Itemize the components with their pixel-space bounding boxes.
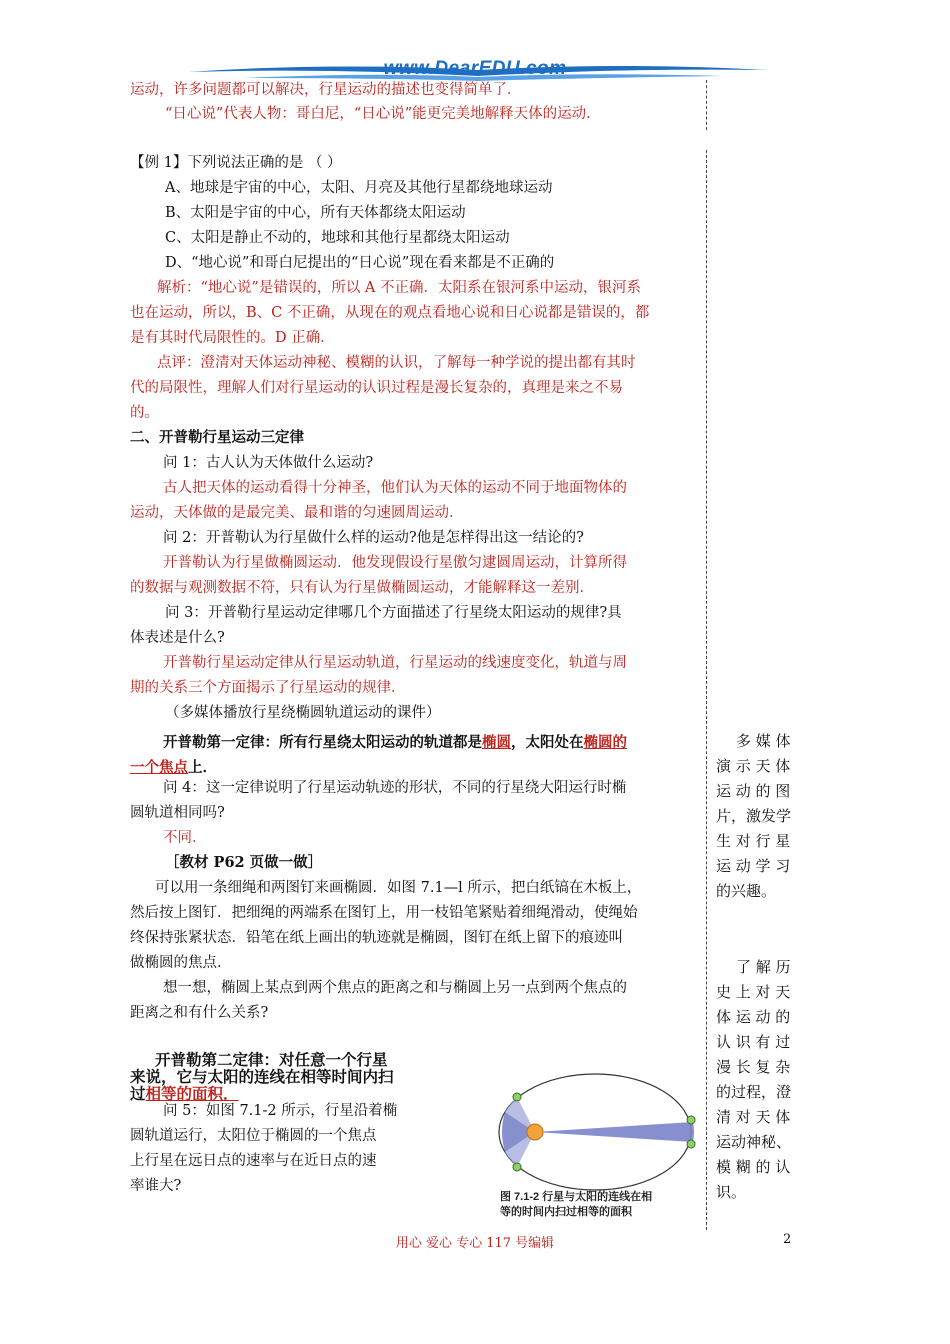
- sidebar-note-line: 运 动 的 图: [716, 782, 791, 800]
- planet-icon: [687, 1116, 695, 1124]
- text-line: D、“地心说”和哥白尼提出的“日心说”现在看来都是不正确的: [165, 255, 555, 271]
- text-line: 的数据与观测数据不符，只有认为行星做椭圆运动，才能解释这一差别．: [130, 580, 594, 596]
- text-line: 代的局限性，理解人们对行星运动的认识过程是漫长复杂的，真理是来之不易: [130, 380, 623, 396]
- sidebar-note-line: 史 上 对 天: [716, 983, 791, 1001]
- sidebar-note-line: 认 识 有 过: [716, 1033, 791, 1051]
- swept-area-far: [535, 1122, 694, 1142]
- column-divider: [706, 80, 707, 130]
- text-line: “日心说”代表人物：哥白尼，“日心说”能更完美地解释天体的运动．: [165, 106, 601, 122]
- text-line: 终保持张紧状态．铅笔在纸上画出的轨迹就是椭圆，图钉在纸上留下的痕迹叫: [130, 930, 623, 946]
- text-line: 二、开普勒行星运动三定律: [130, 429, 304, 446]
- text-line: 运动，天体做的是最完美、最和谐的匀速圆周运动．: [130, 505, 464, 521]
- law1-term-focus-a: 椭圆的: [583, 734, 627, 751]
- text-line: 开普勒行星运动定律从行星运动轨道，行星运动的线速度变化，轨道与周: [163, 655, 627, 671]
- sidebar-note-line: 运 动 学 习: [716, 857, 791, 875]
- law1-term-focus-b: 一个焦点: [130, 759, 188, 776]
- text-line: 体表述是什么?: [130, 630, 225, 646]
- text-line: 问 3：开普勒行星运动定律哪几个方面描述了行星绕太阳运动的规律?具: [165, 605, 622, 621]
- sidebar-note-line: 漫 长 复 杂: [716, 1058, 791, 1076]
- text-line: （多媒体播放行星绕椭圆轨道运动的课件）: [165, 705, 441, 721]
- text-line: 是有其时代局限性的。D 正确．: [130, 330, 335, 346]
- page-footer: 用心 爱心 专心 117 号编辑: [395, 1236, 555, 1251]
- text-line: 问 2：开普勒认为行星做什么样的运动?他是怎样得出这一结论的?: [163, 530, 584, 546]
- column-divider: [706, 150, 707, 1230]
- text-line: 做椭圆的焦点．: [130, 955, 232, 971]
- sidebar-note-line: 的兴趣。: [716, 882, 777, 900]
- text-line: 问 1：古人认为天体做什么运动?: [163, 455, 374, 471]
- text-line: B、太阳是宇宙的中心，所有天体都绕太阳运动: [165, 205, 466, 221]
- law2-term-equal-area: 相等的面积．: [145, 1084, 239, 1103]
- law1-term-ellipse: 椭圆: [482, 734, 511, 751]
- sidebar-note-line: 清 对 天 体: [716, 1108, 791, 1126]
- sidebar-note-line: 运动神秘、: [716, 1133, 792, 1151]
- figure-caption: 图 7.1-2 行星与太阳的连线在相 等的时间内扫过相等的面积: [500, 1191, 653, 1218]
- text-line: 可以用一条细绳和两图钉来画椭圆．如图 7.1—l 所示，把白纸镐在木板上，: [155, 880, 642, 896]
- page-number: 2: [783, 1232, 792, 1247]
- kepler-first-law-cont: 一个焦点上．: [130, 759, 217, 776]
- text-line: ［教材 P62 页做一做］: [165, 854, 323, 871]
- sidebar-note-line: 识。: [716, 1183, 747, 1201]
- text-line: 期的关系三个方面揭示了行星运动的规律．: [130, 680, 406, 696]
- sidebar-note-multimedia: [716, 729, 798, 904]
- sidebar-note-line: 的过程，澄: [716, 1083, 792, 1101]
- text-line: 古人把天体的运动看得十分神圣，他们认为天体的运动不同于地面物体的: [163, 480, 627, 496]
- text-line: A、地球是宇宙的中心，太阳、月亮及其他行星都绕地球运动: [165, 180, 553, 196]
- sidebar-note-line: 模 糊 的 认: [716, 1158, 791, 1176]
- kepler-second-law: 开普勒第二定律：对任意一个行星: [155, 1050, 388, 1069]
- kepler-second-law-cont: 来说，它与太阳的连线在相等时间内扫: [130, 1067, 394, 1086]
- planet-icon: [687, 1140, 695, 1148]
- text-line: C、太阳是静止不动的，地球和其他行星都绕太阳运动: [165, 230, 510, 246]
- kepler-second-law-end: 过相等的面积．: [130, 1084, 239, 1103]
- text-line: 距离之和有什么关系?: [130, 1005, 269, 1021]
- text-line: 圆轨道运行，太阳位于椭圆的一个焦点: [130, 1128, 377, 1144]
- text-line: 的。: [130, 405, 159, 421]
- planet-icon: [513, 1163, 521, 1171]
- text-line: 上行星在远日点的速率与在近日点的速: [130, 1153, 377, 1169]
- planet-icon: [513, 1093, 521, 1101]
- kepler-first-law: 开普勒第一定律：所有行星绕太阳运动的轨道都是椭圆，太阳处在椭圆的: [163, 734, 627, 751]
- text-line: 点评：澄清对天体运动神秘、模糊的认识，了解每一种学说的提出都有其时: [157, 355, 636, 371]
- text-line: 率谁大?: [130, 1178, 182, 1194]
- sun-icon: [527, 1124, 543, 1140]
- text-line: 想一想，椭圆上某点到两个焦点的距离之和与椭圆上另一点到两个焦点的: [163, 980, 627, 996]
- text-line: 问 5：如图 7.1-2 所示，行星沿着椭: [163, 1103, 398, 1119]
- sidebar-note-line: 多 媒 体: [736, 732, 791, 750]
- sidebar-note-line: 生 对 行 星: [716, 832, 791, 850]
- text-line: 也在运动，所以，B、C 不正确，从现在的观点看地心说和日心说都是错误的，都: [130, 305, 650, 321]
- sidebar-note-line: 了 解 历: [736, 958, 791, 976]
- text-line: 开普勒认为行星做椭圆运动．他发现假设行星傲匀逮圆周运动，计算所得: [163, 555, 627, 571]
- sidebar-note-line: 体 运 动 的: [716, 1008, 791, 1026]
- text-line: 解析：“地心说”是错误的，所以 A 不正确．太阳系在银河系中运动，银河系: [157, 280, 642, 296]
- site-logo: www.DearEDU.com: [383, 58, 567, 79]
- sidebar-note-history: [716, 955, 798, 1205]
- sidebar-note-line: 片，激发学: [716, 807, 792, 825]
- text-line: 不同．: [163, 830, 207, 846]
- sidebar-note-line: 演 示 天 体: [716, 757, 791, 775]
- text-line: 问 4：这一定律说明了行星运动轨迹的形状，不同的行星绕大阳运行时椭: [163, 780, 627, 796]
- text-line: 运动，许多问题都可以解决，行星运动的描述也变得简单了．: [130, 82, 522, 98]
- text-line: 【例 1】下列说法正确的是 （ ）: [130, 155, 342, 171]
- text-line: 圆轨道相同吗?: [130, 805, 225, 821]
- text-line: 然后按上图钉．把细绳的两端系在图钉上，用一枝铅笔紧贴着细绳滑动，使绳始: [130, 905, 638, 921]
